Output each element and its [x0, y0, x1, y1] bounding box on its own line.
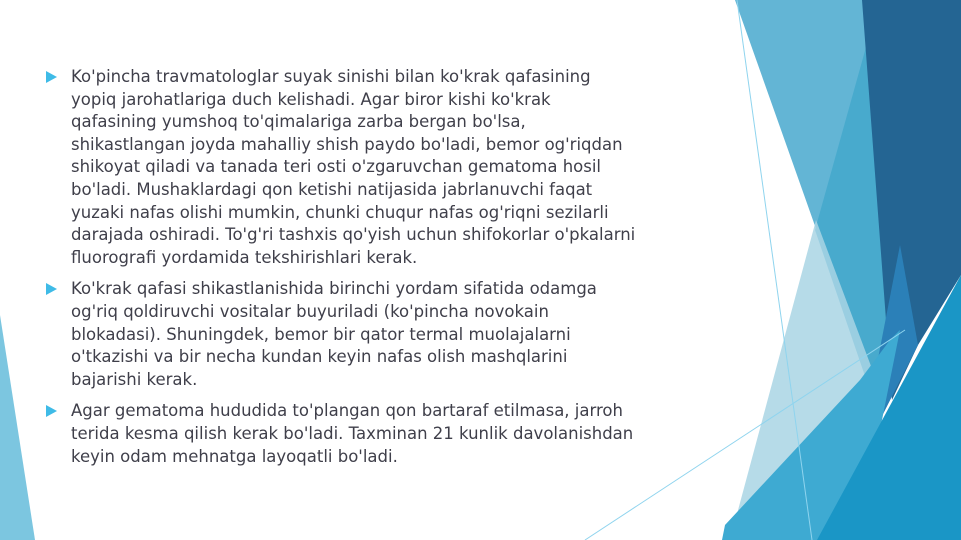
bullet-arrow-icon: [46, 405, 57, 417]
bullet-text-line: darajada oshiradi. To'g'ri tashxis qo'yish uchun shifokorlar o'pkalarni: [71, 225, 636, 245]
bullet-text-line: bajarishi kerak.: [71, 369, 198, 389]
bullet-text-line: bo'ladi. Mushaklardagi qon ketishi natijasida jabrlanuvchi faqat: [71, 179, 593, 199]
bullet-text-line: Ko'krak qafasi shikastlanishida birinchi yordam sifatida odamga: [71, 279, 597, 299]
bullet-text-line: Ko'pincha travmatologlar suyak sinishi bilan ko'krak qafasining: [71, 67, 591, 86]
bullet-text-line: o'tkazishi va bir necha kundan keyin nafas olish mashqlarini: [71, 347, 568, 367]
bullet-item: [46, 66, 726, 269]
bullet-text-line: fluorografi yordamida tekshirishlari kerak.: [71, 247, 418, 267]
bullet-text-line: qafasining yumshoq to'qimalariga zarba bergan bo'lsa,: [71, 112, 526, 132]
left-edge-triangle: [0, 315, 35, 540]
bullet-text-line: keyin odam mehnatga layoqatli bo'ladi.: [71, 446, 398, 466]
bullet-arrow-icon: [46, 283, 57, 295]
bullet-item: [46, 278, 726, 391]
bullet-arrow-icon: [46, 71, 57, 83]
bullet-text-line: Agar gematoma hududida to'plangan qon bartaraf etilmasa, jarroh: [71, 401, 623, 421]
bullet-text-line: shikoyat qiladi va tanada teri osti o'zgaruvchan gematoma hosil: [71, 157, 602, 177]
bullet-text-line: yopiq jarohatlariga duch kelishadi. Agar biror kishi ko'krak: [71, 89, 551, 109]
bullet-text-line: terida kesma qilish kerak bo'ladi. Taxminan 21 kunlik davolanishdan: [71, 423, 634, 443]
bullet-item: [46, 400, 726, 468]
bullet-text-line: og'riq qoldiruvchi vositalar buyuriladi (ko'pincha novokain: [71, 301, 549, 321]
bullet-text-line: yuzaki nafas olishi mumkin, chunki chuqur nafas og'riqni sezilarli: [71, 202, 609, 222]
bullet-text-line: blokadasi). Shuningdek, bemor bir qator termal muolajalarni: [71, 324, 571, 344]
slide-content: [46, 66, 726, 477]
bullet-text-line: shikastlangan joyda mahalliy shish paydo bo'ladi, bemor og'riqdan: [71, 134, 623, 154]
